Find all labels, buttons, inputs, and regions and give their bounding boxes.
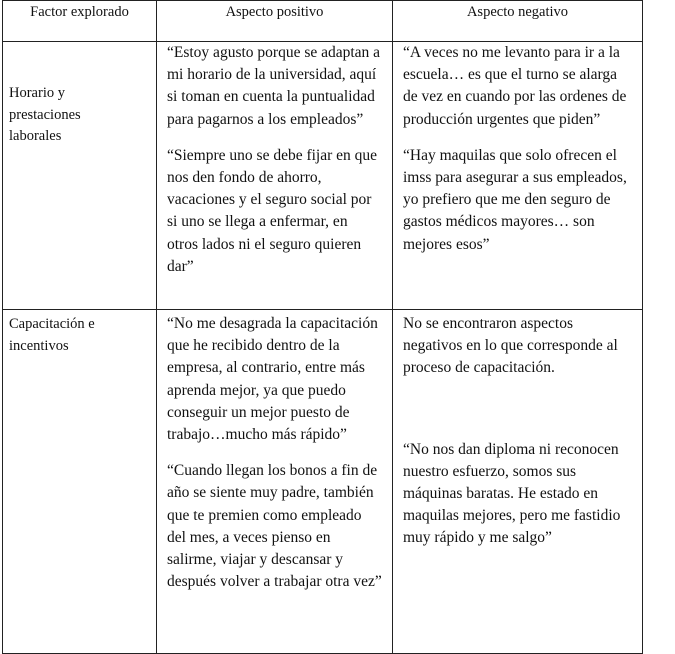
positive-quote: “Estoy agusto porque se adaptan a mi horario de la universidad, aquí si toman en cuenta la puntualidad para pagarnos a los empleados” — [167, 44, 381, 128]
factors-table — [2, 0, 643, 654]
table-row — [3, 310, 643, 654]
positive-cell — [157, 310, 393, 654]
negative-cell — [393, 310, 643, 654]
negative-quote: “A veces no me levanto para ir a la escuela… es que el turno se alarga de vez en cuando por las ordenes de producción urgentes que piden” — [403, 44, 627, 128]
positive-quote: “Cuando llegan los bonos a fin de año se siente muy padre, también que te premien como empleado del mes, a veces pienso en salirme, viajar y descansar y después volver a trabajar otra vez” — [167, 462, 382, 591]
positive-quote: “Siempre uno se debe fijar en que nos den fondo de ahorro, vacaciones y el seguro social por si uno se llega a enfermar, en otros lados ni el seguro quieren dar” — [167, 146, 378, 275]
negative-cell — [393, 42, 643, 310]
negative-quote: “Hay maquilas que solo ofrecen el imss para asegurar a sus empleados, yo prefiero que me den seguro de gastos médicos mayores… son mejores esos” — [403, 146, 627, 253]
header-factor: Factor explorado — [3, 1, 157, 42]
factor-label: Horario y prestaciones laborales — [9, 85, 81, 144]
header-row — [3, 1, 643, 42]
negative-statement: No se encontraron aspectos negativos en lo que corresponde al proceso de capacitación. — [403, 315, 618, 377]
factor-label: Capacitación e incentivos — [9, 316, 95, 354]
header-negative: Aspecto negativo — [393, 1, 643, 42]
factor-cell — [3, 42, 157, 310]
factor-cell — [3, 310, 157, 654]
positive-cell — [157, 42, 393, 310]
negative-quote: “No nos dan diploma ni reconocen nuestro esfuerzo, somos sus máquinas baratas. He estado en maquilas mejores, pero me fastidio muy rápido y me salgo” — [403, 440, 621, 547]
header-positive: Aspecto positivo — [157, 1, 393, 42]
positive-quote: “No me desagrada la capacitación que he recibido dentro de la empresa, al contrario, entre más aprenda mejor, ya que puedo conseguir un mejor puesto de trabajo…mucho más rápido” — [167, 315, 378, 444]
table-row — [3, 42, 643, 310]
